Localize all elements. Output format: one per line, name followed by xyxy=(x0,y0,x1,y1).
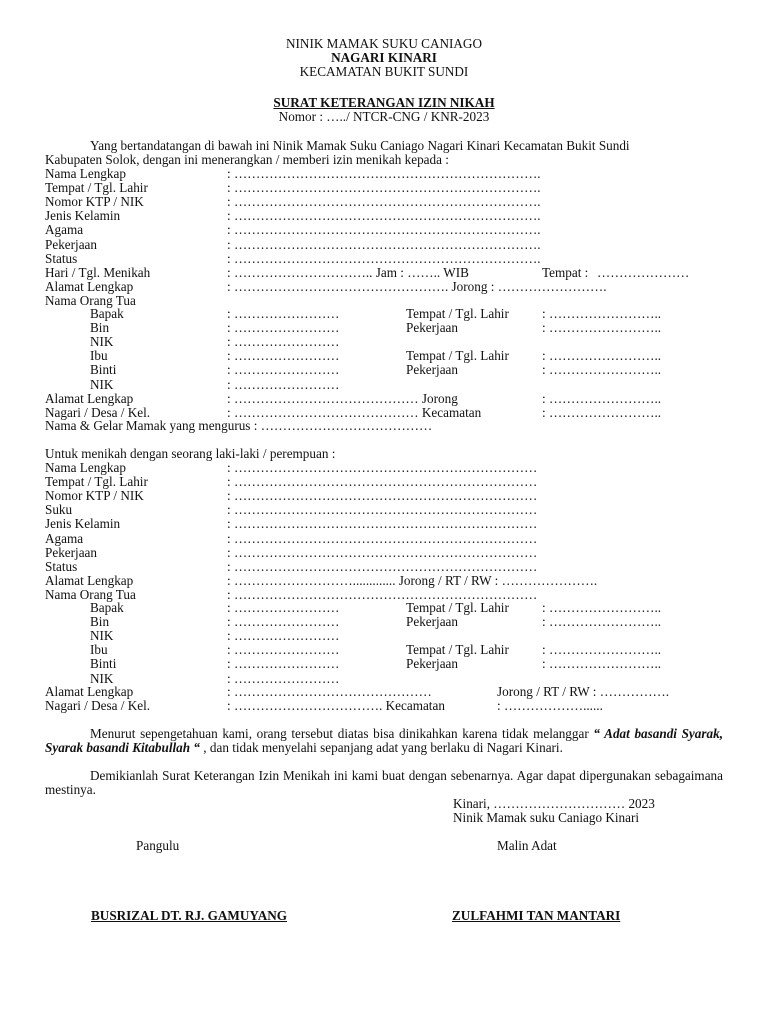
closing-paragraph-1 xyxy=(45,727,723,755)
field-label: Pekerjaan xyxy=(45,236,97,252)
field-value: : ……………………………………………………………. xyxy=(227,208,541,224)
field-label: Nama Orang Tua xyxy=(45,586,136,602)
field-value: : …………………….. xyxy=(542,306,662,321)
field-label: Pekerjaan xyxy=(45,544,97,560)
field-value: : …………………… xyxy=(227,376,340,392)
field-label: Tempat / Tgl. Lahir xyxy=(406,348,509,364)
field-label: Tempat / Tgl. Lahir xyxy=(406,306,509,321)
field-value: : ……………………………………………………………. xyxy=(227,166,541,181)
field-label: Tempat / Tgl. Lahir xyxy=(406,642,509,658)
field-value: : …………………….. xyxy=(542,320,662,336)
field-label: NIK xyxy=(90,376,114,392)
field-label: Agama xyxy=(45,222,84,238)
field-value: : …………………………………………………………… xyxy=(227,516,538,532)
field-label: Nomor KTP / NIK xyxy=(45,194,144,210)
field-value: : ………………………….. Jam : …….. WIB xyxy=(227,264,469,280)
field-label: NIK xyxy=(90,334,114,350)
field-value: : …………………… xyxy=(227,348,340,364)
signer-left-name: BUSRIZAL DT. RJ. GAMUYANG xyxy=(91,908,288,923)
field-label: NIK xyxy=(90,670,114,686)
field-label: Alamat Lengkap xyxy=(45,278,134,294)
field-label: Nama Lengkap xyxy=(45,166,126,181)
field-value: : …………………….. xyxy=(542,642,662,658)
field-value: : …………………………………… Kecamatan xyxy=(227,404,482,420)
mamak-line: Nama & Gelar Mamak yang mengurus : ………………………………… xyxy=(45,418,433,433)
field-label: Binti xyxy=(90,656,117,672)
field-value: : …………………………………………………………… xyxy=(227,530,538,546)
field-value: : …………………………………………………………… xyxy=(227,586,538,602)
header-kecamatan: KECAMATAN BUKIT SUNDI xyxy=(299,64,469,79)
field-value: : …………………… xyxy=(227,670,340,686)
field-value: : …………………………………………………………… xyxy=(227,544,538,560)
field-value: : ……………………………………………………………. xyxy=(227,222,541,238)
closing-p1-text: Menurut sepengetahuan kami, orang tersebut diatas bisa dinikahkan karena tidak melanggar xyxy=(90,726,589,741)
field-value: : …………………… xyxy=(227,656,340,672)
field-value: : …………………….. xyxy=(542,600,662,615)
partner-address-value: : ……………………………………… xyxy=(227,684,432,699)
partner-nagari-value: : ……………………………. Kecamatan xyxy=(227,698,445,713)
field-label: Hari / Tgl. Menikah xyxy=(45,264,151,280)
field-label: Bin xyxy=(90,320,110,336)
field-label: Binti xyxy=(90,362,117,378)
field-label: NIK xyxy=(90,628,114,644)
field-label: Bapak xyxy=(90,306,124,321)
field-value: : …………………… xyxy=(227,306,340,321)
field-value: : …………………………………………………………… xyxy=(227,460,538,475)
closing-p2-text: Demikianlah Surat Keterangan Izin Menikah ini kami buat dengan sebenarnya. Agar dapat dipergunakan sebagaimana mestinya. xyxy=(45,768,723,797)
field-label: Pekerjaan xyxy=(406,614,458,630)
field-label: Alamat Lengkap xyxy=(45,390,134,406)
document-title: SURAT KETERANGAN IZIN NIKAH xyxy=(273,95,495,110)
field-label: Bapak xyxy=(90,600,124,615)
field-value: : …………………… xyxy=(227,320,340,336)
document-number: Nomor : …../ NTCR-CNG / KNR-2023 xyxy=(278,109,490,124)
field-value: ………………… xyxy=(597,264,690,280)
field-label: Agama xyxy=(45,530,84,546)
partner-address-label: Alamat Lengkap xyxy=(45,684,134,699)
field-label: Pekerjaan xyxy=(406,362,458,378)
signer-right-name: ZULFAHMI TAN MANTARI xyxy=(452,908,621,923)
partner-address-jorong: Jorong / RT / RW : ……………. xyxy=(497,684,670,699)
section-partner-intro: Untuk menikah dengan seorang laki-laki / perempuan : xyxy=(45,446,336,461)
closing-paragraph-2 xyxy=(45,769,723,797)
field-value: : …………………… xyxy=(227,642,340,658)
signature-org: Ninik Mamak suku Caniago Kinari xyxy=(453,810,640,825)
field-value: : …………………….. xyxy=(542,362,662,378)
field-value: : …………………… xyxy=(227,614,340,630)
header-org: NINIK MAMAK SUKU CANIAGO xyxy=(286,36,482,51)
closing-p1-quote: “ Adat basandi Syarak, Syarak basandi Kitabullah “ xyxy=(45,726,723,755)
field-label: Status xyxy=(45,250,78,266)
field-label: Pekerjaan xyxy=(406,656,458,672)
field-value: : …………………………………………………………… xyxy=(227,488,538,504)
field-label: Tempat : xyxy=(542,264,589,280)
field-label: Ibu xyxy=(90,348,108,364)
field-value: : …………………… xyxy=(227,362,340,378)
field-value: : …………………………………………………………… xyxy=(227,502,538,518)
field-value: : …………………….. xyxy=(542,614,662,630)
field-value: : ……………………………………………………………. xyxy=(227,180,541,196)
field-label: Alamat Lengkap xyxy=(45,572,134,588)
closing-p1-end: , dan tidak menyelahi sepanjang adat yang berlaku di Nagari Kinari. xyxy=(203,740,563,755)
field-value: : …………………….. xyxy=(542,404,662,420)
intro-line-1: Yang bertandatangan di bawah ini Ninik Mamak Suku Caniago Nagari Kinari Kecamatan Bukit Sundi xyxy=(90,138,630,153)
field-value: : …………………… xyxy=(227,600,340,615)
signer-right-title: Malin Adat xyxy=(497,838,557,853)
field-value: : ……………………………………………………………. xyxy=(227,194,541,210)
field-label: Tempat / Tgl. Lahir xyxy=(45,474,148,490)
field-value: : …………………………………………………………… xyxy=(227,474,538,490)
field-value: : …………………….. xyxy=(542,656,662,672)
field-value: : …………………………………………………………… xyxy=(227,558,538,574)
field-label: Ibu xyxy=(90,642,108,658)
field-value: : …………………………………… Jorong xyxy=(227,390,458,406)
field-label: Jenis Kelamin xyxy=(45,516,121,532)
field-label: Bin xyxy=(90,614,110,630)
field-label: Status xyxy=(45,558,78,574)
field-value: : ……………………………………………………………. xyxy=(227,236,541,252)
intro-line-2: Kabupaten Solok, dengan ini menerangkan / memberi izin menikah kepada : xyxy=(45,152,449,167)
partner-kecamatan-value: : ………………...... xyxy=(497,698,603,713)
partner-nagari-label: Nagari / Desa / Kel. xyxy=(45,698,151,713)
field-label: Nagari / Desa / Kel. xyxy=(45,404,151,420)
field-value: : …………………….. xyxy=(542,390,662,406)
field-label: Tempat / Tgl. Lahir xyxy=(406,600,509,615)
field-label: Nama Lengkap xyxy=(45,460,126,475)
field-value: : ………………………............. Jorong / RT / RW : …………………. xyxy=(227,572,598,588)
signer-left-title: Pangulu xyxy=(136,838,180,853)
field-label: Nama Orang Tua xyxy=(45,292,136,308)
field-value: : …………………….. xyxy=(542,348,662,364)
header-nagari: NAGARI KINARI xyxy=(331,50,437,65)
field-value: : …………………… xyxy=(227,334,340,350)
field-label: Suku xyxy=(45,502,73,518)
field-label: Tempat / Tgl. Lahir xyxy=(45,180,148,196)
field-value: : ……………………………………………………………. xyxy=(227,250,541,266)
field-value: : …………………………………………. Jorong : ……………………. xyxy=(227,278,607,294)
field-label: Jenis Kelamin xyxy=(45,208,121,224)
field-label: Nomor KTP / NIK xyxy=(45,488,144,504)
field-value: : …………………… xyxy=(227,628,340,644)
field-label: Pekerjaan xyxy=(406,320,458,336)
place-date: Kinari, ………………………… 2023 xyxy=(453,796,655,811)
